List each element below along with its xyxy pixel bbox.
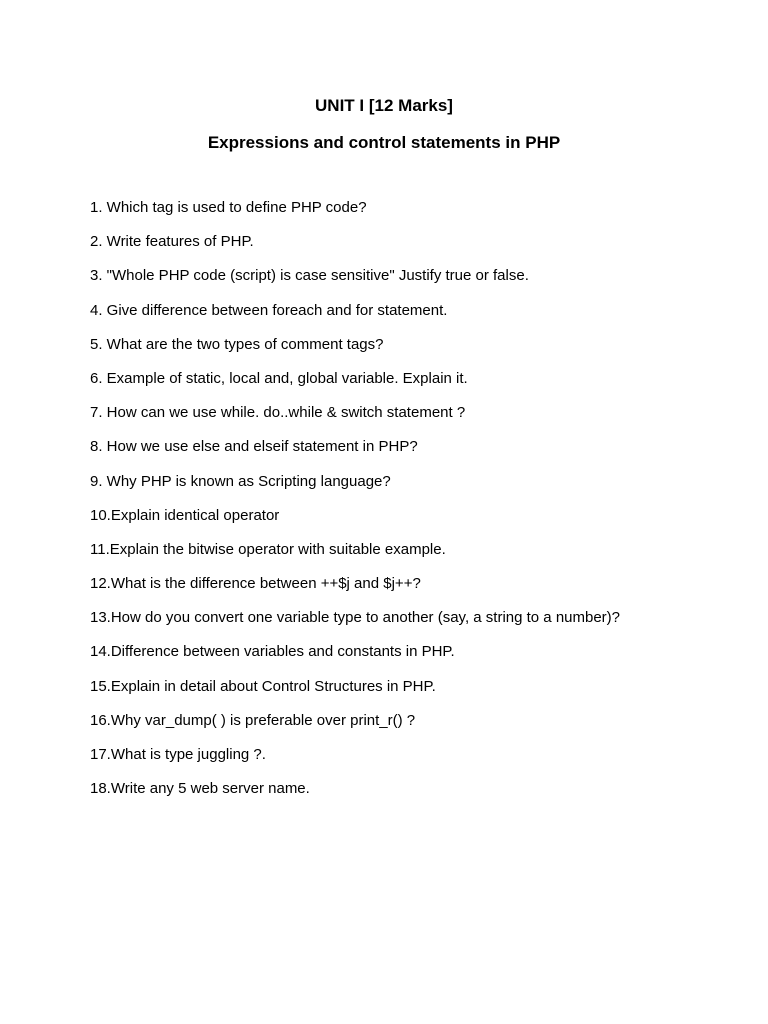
question-item: 1. Which tag is used to define PHP code? xyxy=(90,199,367,216)
question-item: 18.Write any 5 web server name. xyxy=(90,780,310,798)
document-subtitle: Expressions and control statements in PHP xyxy=(207,133,561,152)
question-item: 14.Difference between variables and constants in PHP. xyxy=(90,643,455,661)
question-item: 15.Explain in detail about Control Structures in PHP. xyxy=(90,677,436,695)
document-title: UNIT I [12 Marks] xyxy=(315,96,453,115)
question-item: 8. How we use else and elseif statement in PHP? xyxy=(90,438,418,456)
question-item: 9. Why PHP is known as Scripting language? xyxy=(90,472,391,490)
question-item: 6. Example of static, local and, global variable. Explain it. xyxy=(90,369,468,387)
question-item: 4. Give difference between foreach and for statement. xyxy=(90,301,448,319)
question-item: 10.Explain identical operator xyxy=(90,506,280,524)
question-item: 17.What is type juggling ?. xyxy=(90,746,266,763)
question-item: 12.What is the difference between ++$j and $j++? xyxy=(90,575,421,593)
question-list xyxy=(90,198,750,813)
question-item: 16.Why var_dump( ) is preferable over print_r() ? xyxy=(90,711,416,729)
question-item: 7. How can we use while. do..while & switch statement ? xyxy=(90,404,466,422)
question-item: 3. "Whole PHP code (script) is case sensitive" Justify true or false. xyxy=(90,267,529,285)
question-item: 2. Write features of PHP. xyxy=(90,233,254,251)
question-item: 5. What are the two types of comment tags? xyxy=(90,335,384,353)
question-item: 13.How do you convert one variable type to another (say, a string to a number)? xyxy=(90,609,621,627)
question-item: 11.Explain the bitwise operator with suitable example. xyxy=(90,540,446,558)
